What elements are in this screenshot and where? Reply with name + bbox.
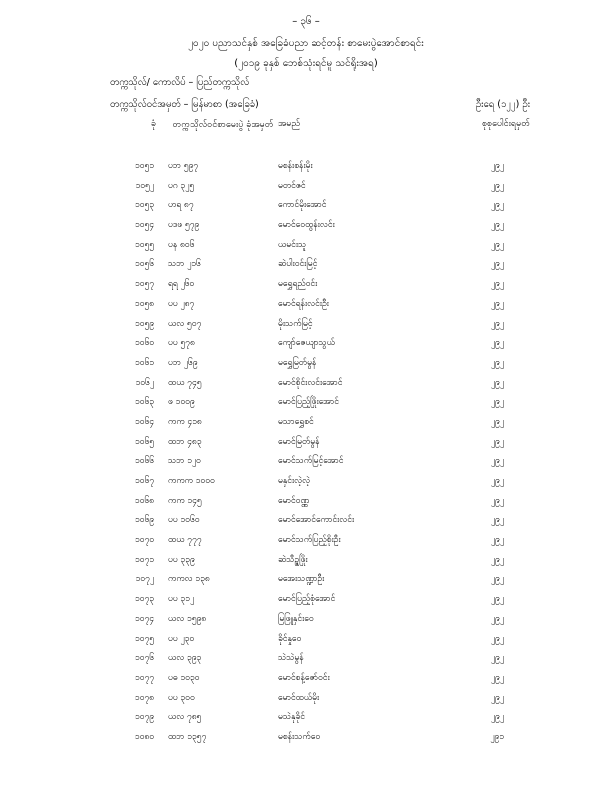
marks-cell: ၂၉၂ xyxy=(490,200,504,211)
marks-cell: ၂၉၂ xyxy=(490,357,504,368)
name-cell: ဆဲပါးဝင်းမြင့် xyxy=(278,259,318,270)
marks-cell: ၂၉၂ xyxy=(490,476,504,486)
marks-cell: ၂၉၂ xyxy=(490,180,504,191)
serial-cell: ၁၀၅၇ xyxy=(134,279,154,290)
cert-cell: သဘ ၂၁၆ xyxy=(168,259,201,270)
table-row xyxy=(0,571,612,591)
cert-cell: ရရ ၂၆၀ xyxy=(168,279,195,290)
marks-cell: ၂၉၂ xyxy=(490,594,504,605)
header-serial: ခုံ xyxy=(150,119,156,129)
table-row xyxy=(0,473,612,493)
count-line: ဦးရေ (၁၂၂) ဦး xyxy=(475,99,530,110)
cert-cell: ပပ ၅၇၈ xyxy=(168,338,195,349)
header-cert: တက္ကသိုလ်ဝင်စာမေးပွဲ ခုံအမှတ် xyxy=(172,120,274,130)
table-row xyxy=(0,709,612,729)
name-cell: ဆဲသီဥ္ဇဖြိုး xyxy=(278,554,308,565)
marks-cell: ၂၉၂ xyxy=(490,515,504,526)
table-row xyxy=(0,335,612,355)
marks-cell: ၂၉၂ xyxy=(490,161,504,171)
serial-cell: ၁၀၆၀ xyxy=(134,338,154,349)
marks-cell: ၂၉၂ xyxy=(490,456,504,467)
marks-cell: ၂၉၂ xyxy=(490,653,504,664)
marks-cell: ၂၉၂ xyxy=(490,397,504,408)
serial-cell: ၁၀၆၉ xyxy=(134,515,154,526)
serial-cell: ၁၀၆၄ xyxy=(134,416,154,427)
cert-cell: ပပ ၁၀၆၀ xyxy=(168,515,200,526)
serial-cell: ၁၀၆၇ xyxy=(134,476,154,486)
table-row xyxy=(0,256,612,276)
table-row xyxy=(0,434,612,454)
name-cell: မောင်ပြည့်ဖြိုးအောင် xyxy=(278,397,339,408)
cert-cell: ပဓ ၁၀၃၀ xyxy=(168,672,200,683)
table-row xyxy=(0,276,612,296)
table-row xyxy=(0,493,612,513)
name-cell: မောင်သက်ပြည့်စိုးဦး xyxy=(278,535,341,546)
name-cell: မောင်စန့်ဇော်ဝင်း xyxy=(278,672,330,683)
name-cell: မောင်စိုင်းလင်းအောင် xyxy=(278,377,343,388)
table-row xyxy=(0,296,612,316)
cert-cell: ပပ ၃၀၀ xyxy=(168,692,195,703)
serial-cell: ၁၀၇၆ xyxy=(134,653,154,664)
serial-cell: ၁၀၅၂ xyxy=(135,180,154,191)
name-cell: ယမင်းသူ xyxy=(278,239,307,250)
cert-cell: ယလ ၇၈၅ xyxy=(168,712,202,723)
table-row xyxy=(0,414,612,434)
cert-cell: ပပ ၃၃၉ xyxy=(168,554,195,565)
name-cell: မတင်ဇင် xyxy=(278,180,306,191)
table-row xyxy=(0,375,612,395)
serial-cell: ၁၀၇၀ xyxy=(134,535,154,546)
marks-cell: ၂၉၂ xyxy=(490,377,504,388)
cert-cell: ထယ ၇၄၅ xyxy=(168,377,202,388)
serial-cell: ၁၀၆၂ xyxy=(135,377,154,388)
name-cell: သဲသဲမွန် xyxy=(278,653,304,664)
table-row xyxy=(0,394,612,414)
name-cell: မောင်ရန်းလင်းဦး xyxy=(278,298,329,309)
serial-cell: ၁၀၅၄ xyxy=(134,220,154,231)
serial-cell: ၁၀၅၈ xyxy=(134,298,154,309)
name-cell: ကျော်ဇေယျာသွယ် xyxy=(278,338,336,349)
marks-cell: ၂၉၂ xyxy=(490,554,504,565)
document-title: ၂၀၂၀ ပညာသင်နှစ် အခြေခံပညာ ဆင့်တန်း စာမေးပွဲအောင်စာရင်း xyxy=(188,38,424,49)
name-cell: မသာရွှေစင် xyxy=(278,416,314,427)
name-cell: မစန်းစန်းမိုး xyxy=(278,161,313,171)
serial-cell: ၁၀၇၅ xyxy=(134,633,154,644)
table-row xyxy=(0,532,612,552)
marks-cell: ၂၉၂ xyxy=(490,574,504,585)
serial-cell: ၁၀၇၄ xyxy=(134,613,154,624)
serial-cell: ၁၀၈၀ xyxy=(134,731,154,742)
table-row xyxy=(0,316,612,336)
serial-cell: ၁၀၆၆ xyxy=(134,456,154,467)
marks-cell: ၂၉၂ xyxy=(490,239,504,250)
marks-cell: ၂၉၂ xyxy=(490,672,504,683)
cert-cell: ပပ ၃၁၂ xyxy=(168,594,195,605)
cert-cell: သဘ ၁၂၀ xyxy=(168,456,201,467)
name-cell: မရွှေမြတ်မွန် xyxy=(278,357,317,368)
cert-cell: ကက ၁၄၅ xyxy=(168,495,202,506)
marks-cell: ၂၉၂ xyxy=(490,338,504,349)
marks-cell: ၂၉၂ xyxy=(490,279,504,290)
name-cell: မအေးသဏ္ဍာဦး xyxy=(278,574,325,585)
marks-cell: ၂၉၂ xyxy=(490,220,504,231)
table-row xyxy=(0,552,612,572)
serial-cell: ၁၀၆၈ xyxy=(134,495,154,506)
table-row xyxy=(0,670,612,690)
marks-cell: ၂၉၂ xyxy=(490,712,504,723)
document-subtitle: (၂၀၁၉ ခုနှစ် ဘေစ်သုံးရင်မူ သင်ရိုးအရ) xyxy=(234,58,378,69)
marks-cell: ၂၉၂ xyxy=(490,613,504,624)
subject-line: တက္ကသိုလ်ဝင်အမှတ် – မြန်မာစာ (အခြေခံ) xyxy=(110,99,259,110)
name-cell: မောင်ထယ်မိုး xyxy=(278,692,320,703)
name-cell: မောင်ပြည့်စုံအောင် xyxy=(278,594,336,605)
serial-cell: ၁၀၅၉ xyxy=(134,318,154,329)
serial-cell: ၁၀၅၁ xyxy=(134,161,154,171)
serial-cell: ၁၀၇၉ xyxy=(134,712,154,723)
marks-cell: ၂၉၁ xyxy=(490,731,504,742)
serial-cell: ၁၀၇၇ xyxy=(134,672,154,683)
cert-cell: ဟရ ၈၇ xyxy=(168,200,194,211)
serial-cell: ၁၀၇၂ xyxy=(135,574,154,585)
name-cell: မစန်းသက်ဝေ xyxy=(278,731,321,742)
serial-cell: ၁၀၅၃ xyxy=(134,200,154,211)
marks-cell: ၂၉၂ xyxy=(490,416,504,427)
table-row xyxy=(0,237,612,257)
table-row xyxy=(0,158,612,178)
table-row xyxy=(0,197,612,217)
marks-cell: ၂၉၂ xyxy=(490,692,504,703)
table-row xyxy=(0,453,612,473)
name-cell: မောင်သက်မြင့်အောင် xyxy=(278,456,344,467)
table-row xyxy=(0,729,612,749)
cert-cell: ကကက ၁၀၀၀ xyxy=(168,476,215,486)
name-cell: ကောင်မိုးအောင် xyxy=(278,200,327,211)
marks-cell: ၂၉၂ xyxy=(490,436,504,447)
name-cell: မောင်မြတ်မွန် xyxy=(278,436,320,447)
marks-cell: ၂၉၂ xyxy=(490,633,504,644)
cert-cell: ယလ ၃၉၃ xyxy=(168,653,202,664)
table-row xyxy=(0,611,612,631)
cert-cell: ပန ၈၀၆ xyxy=(168,239,195,250)
name-cell: မောင်ဝဏ္ဏ xyxy=(278,495,310,506)
table-row xyxy=(0,355,612,375)
cert-cell: ထဘ ၁၃၅၇ xyxy=(168,731,207,742)
marks-cell: ၂၉၂ xyxy=(490,298,504,309)
marks-cell: ၂၉၂ xyxy=(490,535,504,546)
cert-cell: ထဘ ၄၈၃ xyxy=(168,436,202,447)
serial-cell: ၁၀၇၈ xyxy=(134,692,154,703)
table-row xyxy=(0,690,612,710)
serial-cell: ၁၀၅၅ xyxy=(134,239,154,250)
cert-cell: ကက ၄၁၈ xyxy=(168,416,202,427)
cert-cell: ပပ ၂၃၀ xyxy=(168,633,195,644)
cert-cell: ကကလ ၁၃၈ xyxy=(168,574,210,585)
cert-cell: ယလ ၁၅၉၈ xyxy=(168,613,207,624)
name-cell: မောင်အောင်ကောင်းလင်း xyxy=(278,515,355,526)
table-row xyxy=(0,591,612,611)
cert-cell: ပပ ၂၈၇ xyxy=(168,298,195,309)
cert-cell: ယလ ၅၀၇ xyxy=(168,318,202,329)
table-row xyxy=(0,217,612,237)
cert-cell: ထယ ၇၇၇ xyxy=(168,535,202,546)
serial-cell: ၁၀၆၃ xyxy=(134,397,154,408)
serial-cell: ၁၀၆၁ xyxy=(134,357,154,368)
university-line: တက္ကသိုလ်/ ကောလိပ် – ပြည်တက္ကသိုလ် xyxy=(110,77,250,88)
marks-cell: ၂၉၂ xyxy=(490,495,504,506)
name-cell: ခိုင်နှုဝေ xyxy=(278,633,302,644)
header-name: အမည် xyxy=(278,119,301,129)
name-cell: မိုးသက်မြင့် xyxy=(278,318,313,329)
serial-cell: ၁၀၇၃ xyxy=(134,594,154,605)
marks-cell: ၂၉၂ xyxy=(490,259,504,270)
header-marks: စုစုပေါင်းရမှတ် xyxy=(481,119,530,129)
serial-cell: ၁၀၇၁ xyxy=(134,554,154,565)
results-list xyxy=(0,158,612,749)
name-cell: မောင်ဝေထွန်းလင်း xyxy=(278,220,335,231)
serial-cell: ၁၀၅၆ xyxy=(134,259,154,270)
table-row xyxy=(0,178,612,198)
name-cell: မသဲနုခိုင် xyxy=(278,712,305,723)
name-cell: မရွှေရည်ဝင်း xyxy=(278,279,318,290)
cert-cell: ပဘ ၅၉၇ xyxy=(168,161,199,171)
name-cell: မြဖြူနှင်းဝေ xyxy=(278,613,314,624)
cert-cell: ဖ ၁၀၀၉ xyxy=(168,397,195,408)
name-cell: မနှင်းလဲ့လဲ့ xyxy=(278,476,311,486)
serial-cell: ၁၀၆၅ xyxy=(134,436,154,447)
cert-cell: ပဘ ၂၆၉ xyxy=(168,357,198,368)
marks-cell: ၂၉၂ xyxy=(490,318,504,329)
cert-cell: ပဂ ၃၂၅ xyxy=(168,180,195,191)
table-row xyxy=(0,631,612,651)
page-number: – ၃၆ – xyxy=(292,16,320,27)
table-row xyxy=(0,512,612,532)
cert-cell: ပဒဖ ၅၇၉ xyxy=(168,220,200,231)
table-row xyxy=(0,650,612,670)
